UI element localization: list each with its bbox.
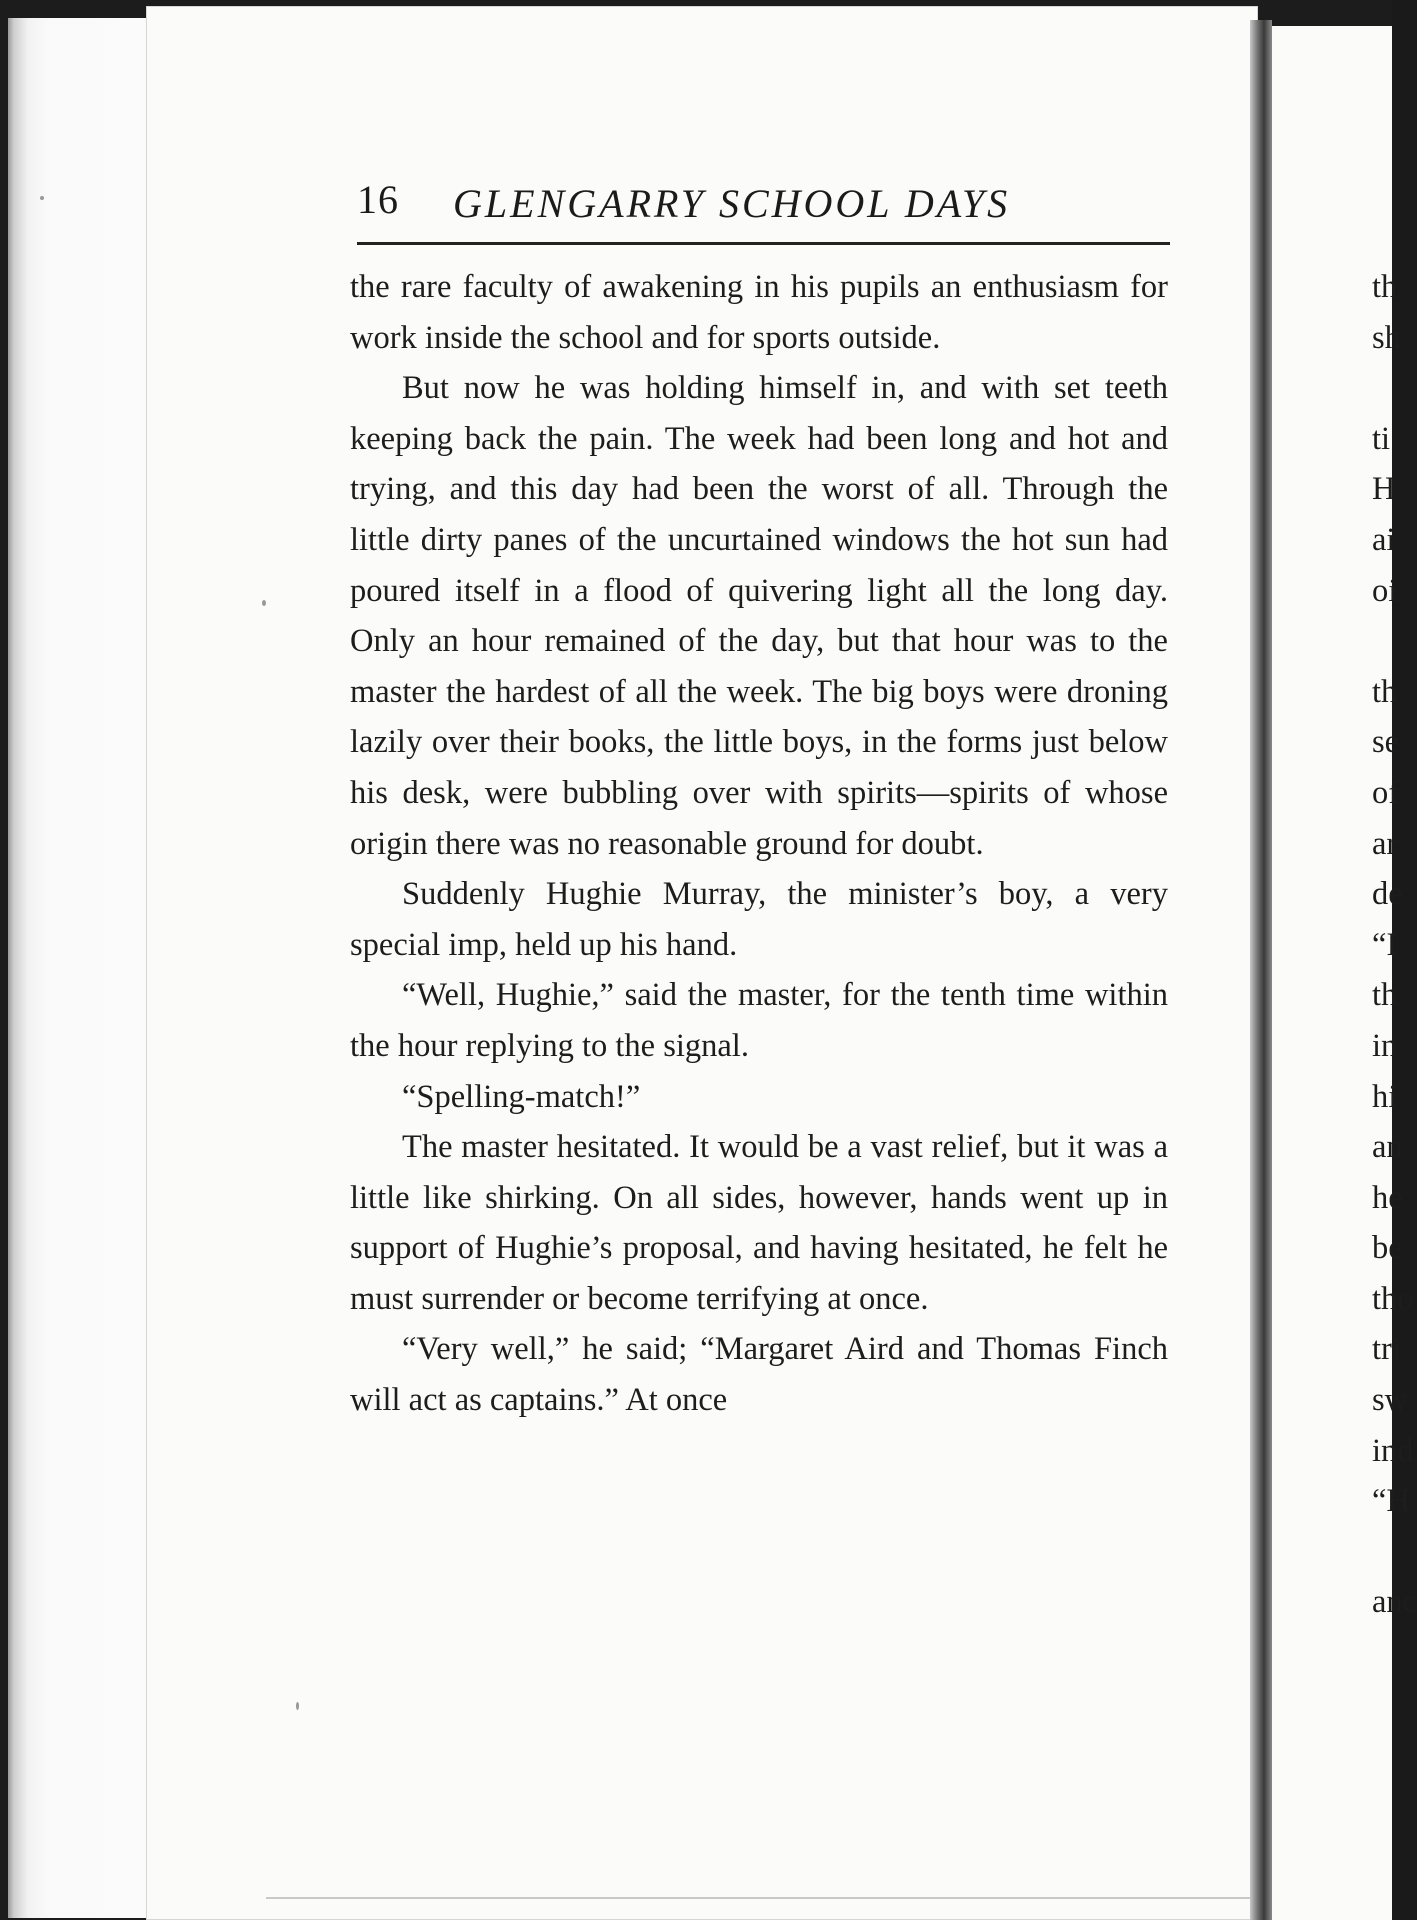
facing-page-text-fragments: th sh ti H ai oi th se of ar de “I th in hi an he be tho tri sw ind “H anc bbox=[1372, 269, 1417, 1621]
page-body bbox=[350, 262, 1168, 1426]
paragraph: the rare faculty of awakening in his pupils an enthusiasm for work inside the school and for sports outside. bbox=[350, 269, 1168, 356]
running-header bbox=[357, 176, 1170, 250]
running-title: GLENGARRY SCHOOL DAYS bbox=[453, 181, 1011, 226]
header-rule bbox=[357, 242, 1170, 245]
book-gutter bbox=[1250, 20, 1272, 1920]
dust-speck bbox=[40, 196, 44, 200]
page-bottom-edge bbox=[266, 1897, 1326, 1899]
paragraph: But now he was holding himself in, and with set teeth keeping back the pain. The week had been long and hot and trying, and this day had been the worst of all. Through the little dirty panes of the uncurtained windows the hot sun had poured itself in a flood of quivering light all the long day. Only an hour remained of the day, but that hour was to the master the hardest of all the week. The big boys were droning lazily over their books, the little boys, in the forms just below his desk, were bubbling over with spirits—spirits of whose origin there was no reasonable ground for doubt. bbox=[350, 370, 1168, 862]
dust-speck bbox=[262, 600, 266, 606]
paragraph: Suddenly Hughie Murray, the minister’s boy, a very special imp, held up his hand. bbox=[350, 876, 1168, 963]
paragraph: “Well, Hughie,” said the master, for the tenth time within the hour replying to the signal. bbox=[350, 977, 1168, 1064]
paragraph: The master hesitated. It would be a vast relief, but it was a little like shirking. On all sides, however, hands went up in support of Hughie’s proposal, and having hesitated, he felt he must surrender or become terrifying at once. bbox=[350, 1129, 1168, 1317]
page-number: 16 bbox=[357, 177, 399, 222]
dust-speck bbox=[296, 1702, 299, 1710]
paragraph: “Very well,” he said; “Margaret Aird and Thomas Finch will act as captains.” At once bbox=[350, 1331, 1168, 1419]
paragraph: “Spelling-match!” bbox=[402, 1078, 641, 1115]
page-stack-edge bbox=[8, 18, 148, 1918]
